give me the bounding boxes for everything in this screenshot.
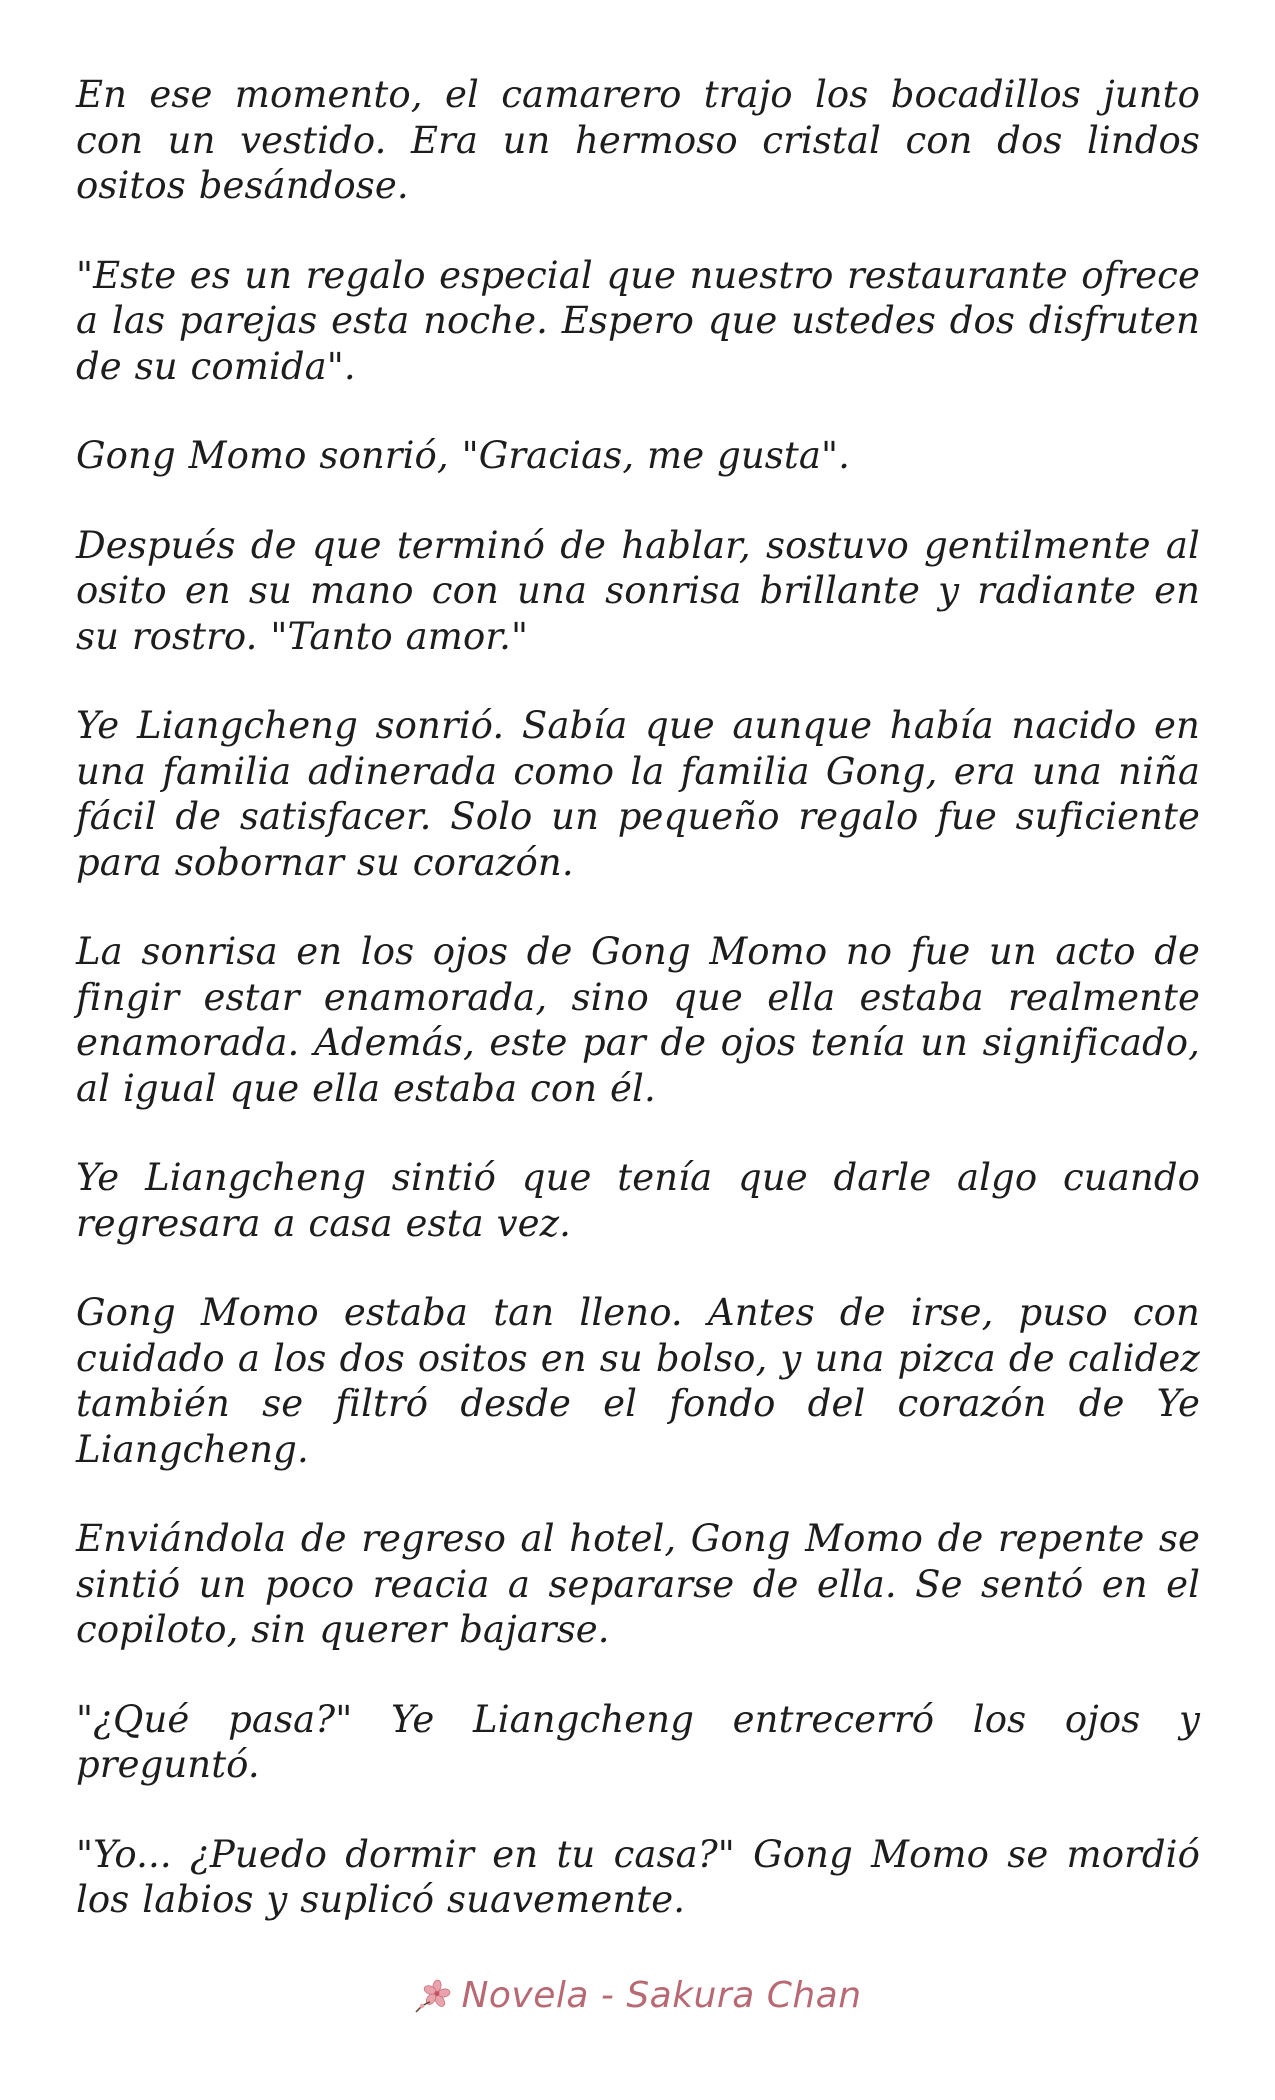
paragraph-11: "Yo... ¿Puedo dormir en tu casa?" Gong Momo se mordió los labios y suplicó suavemente. bbox=[76, 1832, 1200, 1921]
footer-watermark-inner bbox=[413, 1975, 861, 2016]
paragraph-4: Después de que terminó de hablar, sostuvo gentilmente al osito en su mano con una sonrisa brillante y radiante en su rostro. "Tanto amor." bbox=[76, 523, 1200, 658]
document-body bbox=[76, 72, 1200, 1967]
paragraph-3: Gong Momo sonrió, "Gracias, me gusta". bbox=[76, 434, 851, 477]
paragraph-8: Gong Momo estaba tan lleno. Antes de irse, puso con cuidado a los dos ositos en su bolso, y una pizca de calidez también se filtró desde el fondo del corazón de Ye Liangcheng. bbox=[76, 1291, 1200, 1471]
sakura-blossom-icon bbox=[413, 1976, 453, 2016]
paragraph-9: Enviándola de regreso al hotel, Gong Momo de repente se sintió un poco reacia a separarse de ella. Se sentó en el copiloto, sin querer bajarse. bbox=[76, 1517, 1200, 1651]
paragraph-10: "¿Qué pasa?" Ye Liangcheng entrecerró los ojos y preguntó. bbox=[76, 1697, 1200, 1786]
paragraph-7: Ye Liangcheng sintió que tenía que darle algo cuando regresara a casa esta vez. bbox=[76, 1156, 1200, 1245]
footer-watermark bbox=[0, 1975, 1275, 2016]
footer-text: Novela - Sakura Chan bbox=[461, 1975, 862, 2016]
paragraph-6: La sonrisa en los ojos de Gong Momo no fue un acto de fingir estar enamorada, sino que ella estaba realmente enamorada. Además, este par de ojos tenía un significado, al igual que ella estaba con él. bbox=[76, 930, 1200, 1110]
paragraph-5: Ye Liangcheng sonrió. Sabía que aunque había nacido en una familia adinerada como la familia Gong, era una niña fácil de satisfacer. Solo un pequeño regalo fue suficiente para sobornar su corazón. bbox=[76, 704, 1200, 884]
paragraph-1: En ese momento, el camarero trajo los bocadillos junto con un vestido. Era un hermoso cristal con dos lindos ositos besándose. bbox=[76, 73, 1200, 207]
paragraph-2: "Este es un regalo especial que nuestro restaurante ofrece a las parejas esta noche. Espero que ustedes dos disfruten de su comida". bbox=[76, 253, 1200, 388]
